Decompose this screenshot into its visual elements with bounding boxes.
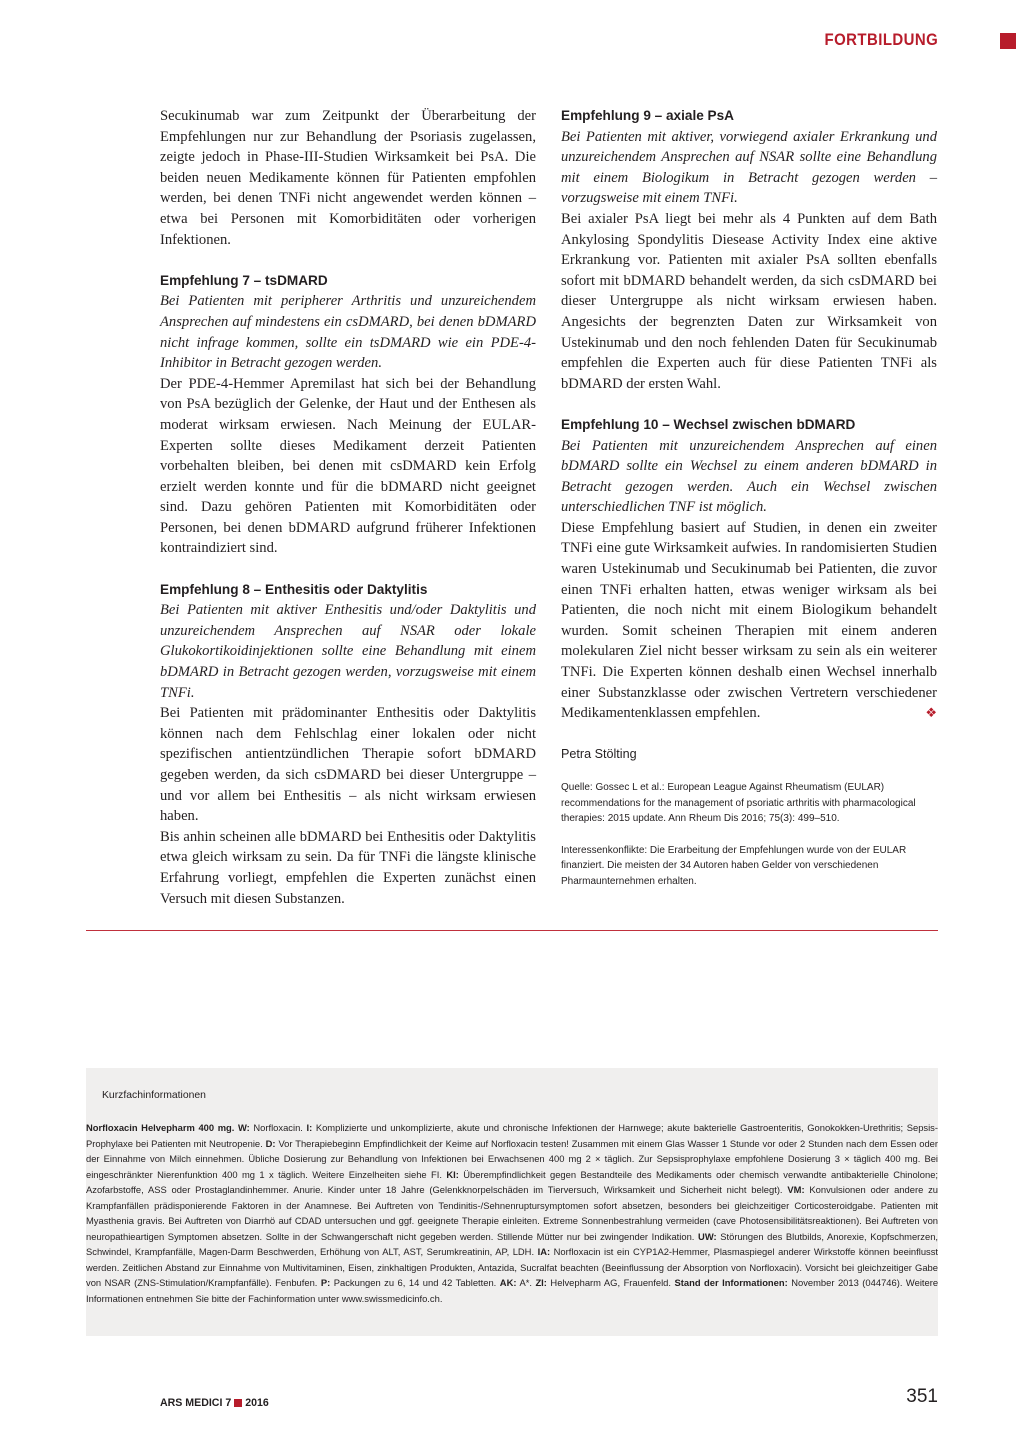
section-divider xyxy=(86,930,938,931)
recommendation-9-body: Bei axialer PsA liegt bei mehr als 4 Punkten auf dem Bath Ankylosing Spondylitis Diesease Activity Index eine aktive Erkrankung vor. Patienten mit axialer PsA sollten ebenfalls sofort mit bDMARD behandelt werden, da sich csDMARD bei dieser Untergruppe als nicht wirksam erwiesen haben. Angesichts der begrenzten Daten zur Wirksamkeit von Ustekinumab und den noch fehlenden Daten für Secukinumab empfehlen die Experten auch für diese Patienten TNFi als bDMARD der ersten Wahl. xyxy=(561,210,937,392)
kfi-w: Norfloxacin. xyxy=(253,1122,303,1133)
kfi-zi: Helvepharm AG, Frauenfeld. xyxy=(550,1277,671,1288)
conflict-of-interest-note: Interessenkonflikte: Die Erarbeitung der Empfehlungen wurde von der EULAR finanziert. Die meisten der 34 Autoren haben Gelder von verschiedenen Pharmaunternehmen erhalten. xyxy=(561,844,907,887)
recommendation-7-statement: Bei Patienten mit peripherer Arthritis und unzureichendem Ansprechen auf mindestens ein csDMARD, bei denen bDMARD nicht infrage kommen, sollte ein tsDMARD wie ein PDE-4-Inhibitor in Betracht gezogen werden. xyxy=(160,293,536,372)
kfi-product-name: Norfloxacin Helvepharm 400 mg. xyxy=(86,1122,235,1133)
footer-journal xyxy=(160,1397,269,1409)
right-column xyxy=(561,106,937,889)
kfi-label-ia: IA: xyxy=(537,1246,551,1257)
recommendation-10-heading: Empfehlung 10 – Wechsel zwischen bDMARD xyxy=(561,416,856,432)
kfi-ki: Überempfindlichkeit gegen Bestandteile des Medikaments oder chemisch verwandte antibakterielle Chinolone; Azofarbstoffe, ASS oder Prostaglandinhemmer. Anurie. Kinder unter 18 Jahre (Gelenkknorpelschäden im Tierversuch, Wirksamkeit und Sicherheit nicht belegt). xyxy=(86,1168,939,1195)
kfi-label-d: D: xyxy=(265,1137,276,1149)
recommendation-8-body-1: Bei Patienten mit prädominanter Enthesitis oder Daktylitis können nach dem Fehlschlag einer lokalen oder nicht spezifischen antientzündlichen Therapie sofort bDMARD gegeben werden, da sich csDMARD bei dieser Untergruppe – und vor allem bei Enthesitis – als nicht wirksam erwiesen haben. xyxy=(160,705,536,825)
footer-square-icon xyxy=(234,1399,242,1407)
left-column xyxy=(160,106,536,909)
section-title: FORTBILDUNG xyxy=(824,30,938,49)
recommendation-8-body-2: Bis anhin scheinen alle bDMARD bei Enthesitis oder Daktylitis etwa gleich wirksam zu sein. Da für TNFi die längste klinische Erfahrung vorliegt, empfehlen die Experten zunächst einen Versuch mit diesen Substanzen. xyxy=(160,828,536,907)
author-name: Petra Stölting xyxy=(561,747,637,762)
kfi-label-vm: VM: xyxy=(787,1184,805,1195)
kfi-ia: Norfloxacin ist ein CYP1A2-Hemmer, Plasmaspiegel anderer Wirkstoffe können beeinflusst werden. Zeitlichen Abstand zur Einnahme von Multivitaminen, Eisen, zinkhaltigen Produkten, Antazida, Sucralfat beachten (Beeinflussung der Absorption von Norfloxacin). Vorsicht bei gleichzeitiger Gabe von NSAR (ZNS-Stimulation/Krampfanfälle). Fenbufen. xyxy=(86,1246,939,1288)
recommendation-9-heading: Empfehlung 9 – axiale PsA xyxy=(561,108,735,123)
recommendation-10-text: Diese Empfehlung basiert auf Studien, in denen ein zweiter TNFi eine gute Wirksamkeit aufwies. In randomisierten Studien waren Ustekinumab und Secukinumab bei Patienten, die zuvor einen TNFi erhalten hatten, etwas weniger wirksam als bei Patienten, die noch nicht mit einem Biologikum behandelt wurden. Somit scheinen Therapien mit einem anderen molekularen Ziel nicht besser wirksam zu sein als ein weiterer TNFi. Die Experten können deshalb einen Wechsel innerhalb einer Substanzklasse oder zwischen Vertretern verschiedener Medikamentenklassen empfehlen. xyxy=(561,519,937,722)
kfi-label-ki: KI: xyxy=(446,1168,459,1180)
kfi-label-i: I: xyxy=(306,1122,313,1133)
kfi-stand: November 2013 (044746). Weitere Informationen entnehmen Sie bitte der Fachinformation unter www.swissmedicinfo.ch. xyxy=(86,1277,939,1304)
recommendation-9-statement: Bei Patienten mit aktiver, vorwiegend axialer Erkrankung und unzureichendem Ansprechen auf NSAR sollte eine Behandlung mit einem Biologikum in Betracht gezogen werden – vorzugsweise mit einem TNFi. xyxy=(561,128,937,207)
recommendation-10-statement: Bei Patienten mit unzureichendem Ansprechen auf einen bDMARD sollte ein Wechsel zu einem anderen bDMARD in Betracht gezogen werden. Auch ein Wechsel zwischen unterschiedlichen TNF ist möglich. xyxy=(561,437,937,516)
kfi-vm: Konvulsionen oder andere zu Krampfanfällen prädisponierende Faktoren in der Anamnese. Bei Auftreten von Tendinitis-/Sehnenruptursymptomen sofort absetzen, besonders bei gleichzeitiger Corticosteroidgabe. Patienten mit Myasthenia gravis. Bei Auftreten von Diarrhö auf CDAD untersuchen und ggf. geeignete Therapie einleiten. Extreme Sonnenbestrahlung vermeiden (cave Photosensibilitätsreaktionen). Bei Auftreten von neuropathieartigen Symptomen absetzen. Sollte in der Schwangerschaft nicht gegeben werden. Stillende Mütter nur bei zwingender Indikation. xyxy=(86,1184,938,1242)
kfi-i: Komplizierte und unkomplizierte, akute und chronische Infektionen der Harnwege; akute bakterielle Gastroenteritis, Gonokokken-Urethritis; Sepsis-Prophylaxe bei Patienten mit Neutropenie. xyxy=(86,1122,938,1149)
kurzfachinfo-heading: Kurzfachinformationen xyxy=(102,1090,206,1101)
page-number: 351 xyxy=(906,1386,938,1407)
kfi-label-p: P: xyxy=(320,1277,331,1288)
kfi-label-stand: Stand der Informationen: xyxy=(674,1277,788,1288)
recommendation-8-statement: Bei Patienten mit aktiver Enthesitis und/oder Daktylitis und unzureichendem Ansprechen auf NSAR oder lokale Glukokortikoidinjektionen sollte eine Behandlung mit einem bDMARD in Betracht gezogen werden, vorzugsweise mit einem TNFi. xyxy=(160,602,536,701)
kurzfachinfo-text xyxy=(86,1120,938,1306)
section-marker xyxy=(1000,33,1016,49)
kfi-p: Packungen zu 6, 14 und 42 Tabletten. xyxy=(333,1277,497,1288)
recommendation-7-heading: Empfehlung 7 – tsDMARD xyxy=(160,272,328,288)
kfi-uw: Störungen des Blutbilds, Anorexie, Kopfschmerzen, Schwindel, Krampfanfälle, Magen-Darm Beschwerden, Erhöhung von ALT, AST, Serumkreatinin, AP, LDH. xyxy=(86,1230,939,1257)
intro-paragraph: Secukinumab war zum Zeitpunkt der Überarbeitung der Empfehlungen nur zur Behandlung der Psoriasis zugelassen, zeigte jedoch in Phase-III-Studien Wirksamkeit bei PsA. Die beiden neuen Medikamente können für Patienten empfohlen werden, bei denen TNFi nicht angewendet werden können – etwa bei Personen mit Komorbiditäten oder vorherigen Infektionen. xyxy=(160,108,536,248)
journal-name: ARS MEDICI 7 xyxy=(160,1397,232,1409)
journal-year: 2016 xyxy=(245,1397,269,1409)
article-end-icon: ❖ xyxy=(925,705,937,721)
recommendation-8-heading: Empfehlung 8 – Enthesitis oder Daktylitis xyxy=(160,581,428,597)
kfi-label-w: W: xyxy=(237,1122,250,1133)
kfi-ak: A*. xyxy=(519,1277,532,1288)
kfi-label-ak: AK: xyxy=(499,1277,517,1288)
recommendation-10-body xyxy=(561,518,937,724)
kfi-d: Vor Therapiebeginn Empfindlichkeit der Keime auf Norfloxacin testen! Zusammen mit einem Glas Wasser 1 Stunde vor oder 2 Stunden nach dem Essen oder der Einnahme von Milch einnehmen. Übliche Dosierung zur Behandlung von Infektionen bei Erwachsenen 400 mg 2 × täglich. Zur Sepsisprophylaxe empfohlene Dosierung 3 × täglich 400 mg. Bei eingeschränkter Nierenfunktion 400 mg 1 x täglich. Weitere Einzelheiten siehe FI. xyxy=(86,1137,938,1180)
kfi-label-zi: ZI: xyxy=(535,1277,547,1288)
recommendation-7-body: Der PDE-4-Hemmer Apremilast hat sich bei der Behandlung von PsA bezüglich der Gelenke, der Haut und der Enthesen als moderat wirksam erwiesen. Nach Meinung der EULAR-Experten sollte dieses Medikament derzeit Patienten vorbehalten bleiben, bei denen mit csDMARD kein Erfolg erzielt werden konnte und für die bDMARD nicht geeignet sind. Dazu gehören Patienten mit Komorbiditäten oder Personen, bei denen bDMARD aufgrund früherer Infektionen kontraindiziert sind. xyxy=(160,375,536,557)
source-citation: Quelle: Gossec L et al.: European League Against Rheumatism (EULAR) recommendations for the management of psoriatic arthritis with pharmacological therapies: 2015 update. Ann Rheum Dis 2016; 75(3): 499–510. xyxy=(561,782,916,825)
kfi-label-uw: UW: xyxy=(698,1230,717,1242)
